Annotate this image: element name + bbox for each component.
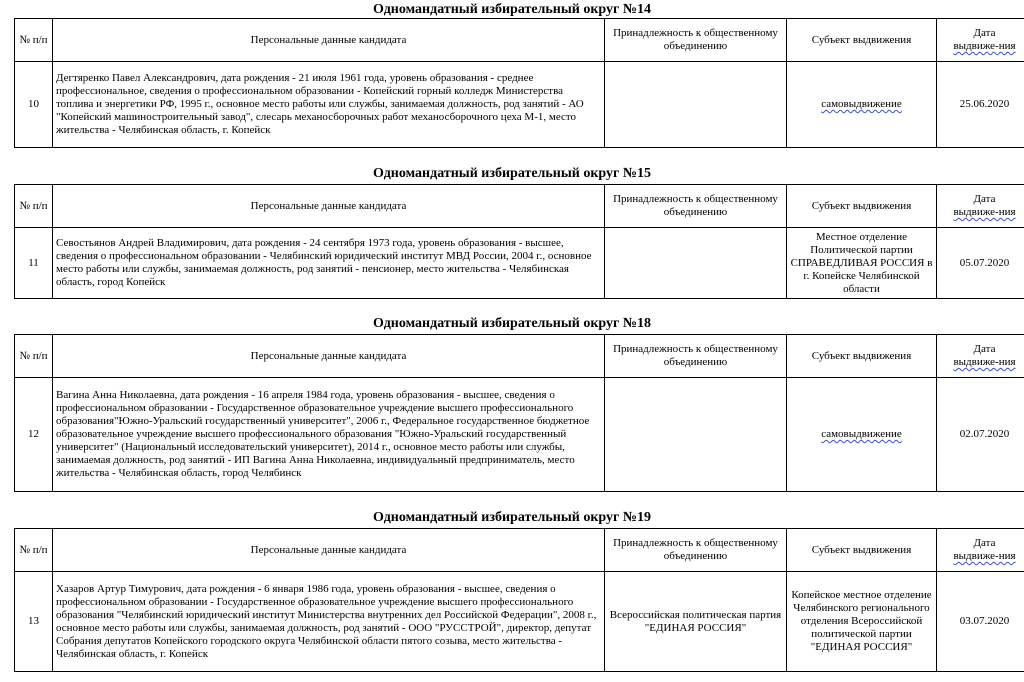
row-num: 11 xyxy=(15,228,53,299)
row-date: 02.07.2020 xyxy=(937,378,1024,492)
table-row xyxy=(15,228,1024,299)
header-affiliation: Принадлежность к общественному объединению xyxy=(605,529,787,572)
table-header-row xyxy=(15,185,1024,228)
header-num: № п/п xyxy=(15,335,53,378)
header-date xyxy=(937,335,1024,378)
row-subject xyxy=(787,62,937,148)
row-subject-text: самовыдвижение xyxy=(821,428,902,440)
row-affiliation: Всероссийская политическая партия "ЕДИНАЯ РОССИЯ" xyxy=(605,572,787,672)
header-affiliation: Принадлежность к общественному объединению xyxy=(605,335,787,378)
row-personal-data: Вагина Анна Николаевна, дата рождения - 16 апреля 1984 года, уровень образования - высшее, сведения о профессиональном образовании - Государственное образовательное учреждение высшего профессионального образования"Южно-Уральский государственный университет", 2006 г., Федеральное государственное бюджетное образовательное учреждение высшего профессионального образования "Южно-Уральский государственный университет" (Национальный исследовательский университет), 2014 г., основное место работы или службы, занимаемая должность, род занятий - ИП Вагина Анна Николаевна, индивидуальный предприниматель, место жительства - Челябинская область, город Челябинск xyxy=(53,378,605,492)
row-date: 25.06.2020 xyxy=(937,62,1024,148)
header-date-bottom: выдвиже-ния xyxy=(953,550,1016,562)
header-personal-data: Персональные данные кандидата xyxy=(53,335,605,378)
row-num: 10 xyxy=(15,62,53,148)
candidates-table-district-18 xyxy=(14,334,1024,492)
header-subject: Субъект выдвижения xyxy=(787,185,937,228)
row-date: 03.07.2020 xyxy=(937,572,1024,672)
district-14-heading: Одномандатный избирательный округ №14 xyxy=(373,2,651,17)
header-num: № п/п xyxy=(15,185,53,228)
header-num: № п/п xyxy=(15,529,53,572)
header-date-bottom: выдвиже-ния xyxy=(953,206,1016,218)
row-num: 12 xyxy=(15,378,53,492)
table-header-row xyxy=(15,529,1024,572)
header-affiliation: Принадлежность к общественному объединению xyxy=(605,19,787,62)
header-date-top: Дата xyxy=(973,193,996,205)
header-date-top: Дата xyxy=(973,27,996,39)
header-date xyxy=(937,185,1024,228)
header-personal-data: Персональные данные кандидата xyxy=(53,19,605,62)
header-personal-data: Персональные данные кандидата xyxy=(53,529,605,572)
district-18-heading: Одномандатный избирательный округ №18 xyxy=(373,316,651,331)
header-date xyxy=(937,529,1024,572)
table-header-row xyxy=(15,19,1024,62)
table-header-row xyxy=(15,335,1024,378)
row-subject: Копейское местное отделение Челябинского регионального отделения Всероссийской политической партии "ЕДИНАЯ РОССИЯ" xyxy=(787,572,937,672)
row-date: 05.07.2020 xyxy=(937,228,1024,299)
header-date-top: Дата xyxy=(973,537,996,549)
header-date-bottom: выдвиже-ния xyxy=(953,356,1016,368)
table-row xyxy=(15,62,1024,148)
header-date-top: Дата xyxy=(973,343,996,355)
header-subject: Субъект выдвижения xyxy=(787,335,937,378)
header-subject: Субъект выдвижения xyxy=(787,529,937,572)
candidates-table-district-19 xyxy=(14,528,1024,672)
header-personal-data: Персональные данные кандидата xyxy=(53,185,605,228)
header-date-bottom: выдвиже-ния xyxy=(953,40,1016,52)
table-row xyxy=(15,572,1024,672)
row-personal-data: Хазаров Артур Тимурович, дата рождения - 6 января 1986 года, уровень образования - высшее, сведения о профессиональном образовании - Государственное образовательное учреждение высшего профессионального образования "Челябинский юридический институт Министерства внутренних дел Российской Федерации", 2008 г., основное место работы или службы, занимаемая должность, род занятий - ООО "РУССТРОЙ", директор, депутат Собрания депутатов Копейского городского округа Челябинской области пятого созыва, место жительства - Челябинская область, г. Копейск xyxy=(53,572,605,672)
row-affiliation xyxy=(605,62,787,148)
row-num: 13 xyxy=(15,572,53,672)
header-affiliation: Принадлежность к общественному объединению xyxy=(605,185,787,228)
row-subject-text: самовыдвижение xyxy=(821,98,902,110)
row-personal-data: Севостьянов Андрей Владимирович, дата рождения - 24 сентября 1973 года, уровень образования - высшее, сведения о профессиональном образовании - Челябинский юридический институт МВД России, 2004 г., основное место работы или службы, занимаемая должность, род занятий - пенсионер, место жительства - Челябинская область, город Копейск xyxy=(53,228,605,299)
row-subject: Местное отделение Политической партии СПРАВЕДЛИВАЯ РОССИЯ в г. Копейске Челябинской области xyxy=(787,228,937,299)
header-num: № п/п xyxy=(15,19,53,62)
district-15-heading: Одномандатный избирательный округ №15 xyxy=(373,166,651,181)
district-19-heading: Одномандатный избирательный округ №19 xyxy=(373,510,651,525)
header-subject: Субъект выдвижения xyxy=(787,19,937,62)
row-affiliation xyxy=(605,378,787,492)
row-subject xyxy=(787,378,937,492)
table-row xyxy=(15,378,1024,492)
header-date xyxy=(937,19,1024,62)
row-personal-data: Дегтяренко Павел Александрович, дата рождения - 21 июля 1961 года, уровень образования - среднее профессиональное, сведения о профессиональном образовании - Копейский горный колледж Министерства топлива и энергетики РФ, 1995 г., основное место работы или службы, занимаемая должность, род занятий - АО "Копейский машиностроительный завод", слесарь механосборочных работ механосборочного цеха М-1, место жительства - Челябинская область, г. Копейск xyxy=(53,62,605,148)
row-affiliation xyxy=(605,228,787,299)
candidates-table-district-15 xyxy=(14,184,1024,299)
candidates-table-district-14 xyxy=(14,18,1024,148)
